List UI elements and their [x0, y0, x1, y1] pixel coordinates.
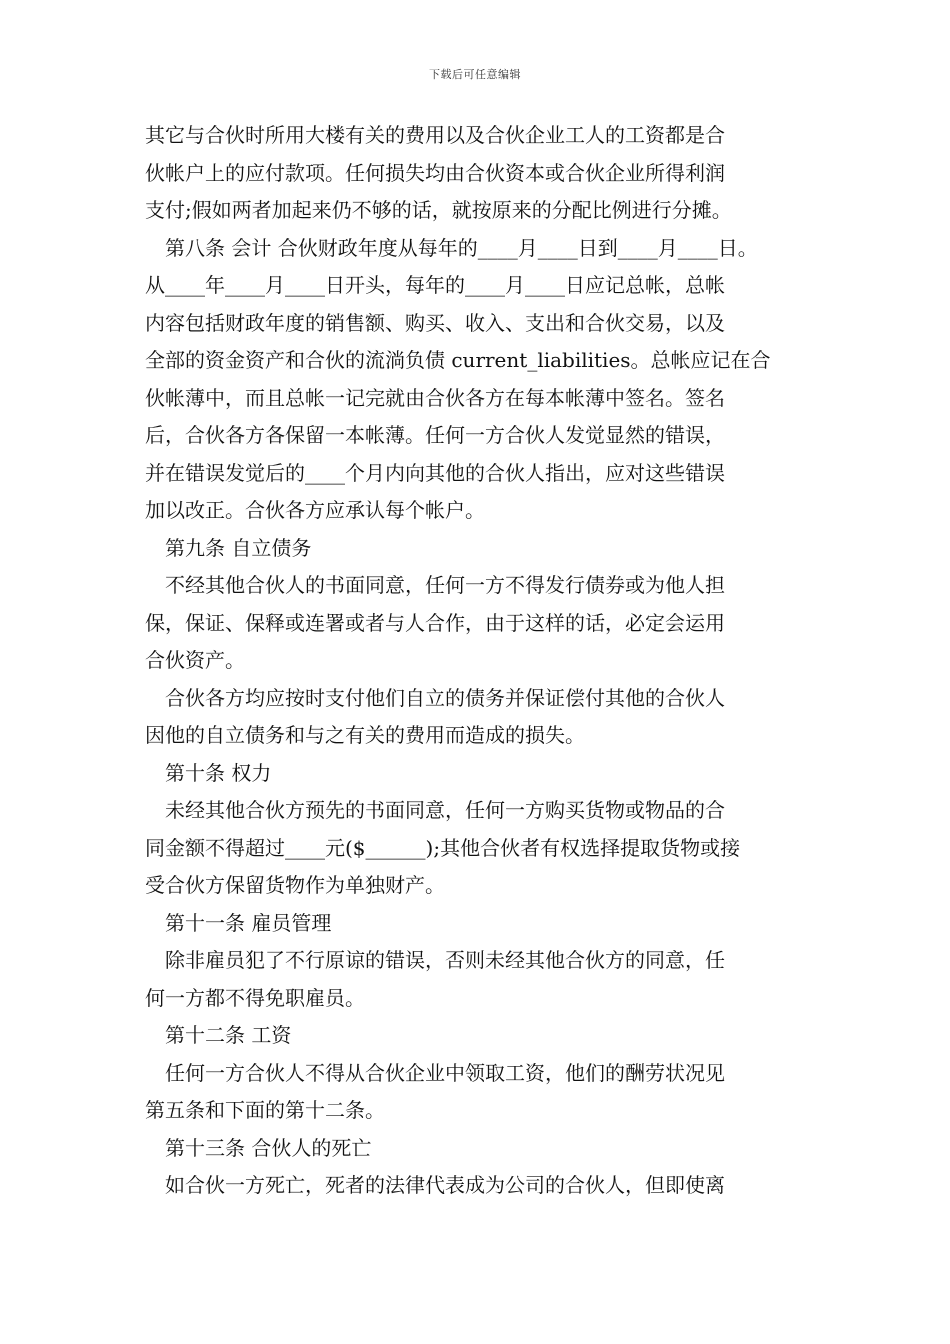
text-line: 第九条 自立债务: [165, 535, 312, 560]
text-line: 如合伙一方死亡，死者的法律代表成为公司的合伙人，但即使离: [165, 1173, 725, 1197]
text-line: 支付;假如两者加起来仍不够的话，就按原来的分配比例进行分摊。: [145, 198, 732, 222]
text-line: 伙帐户上的应付款项。任何损失均由合伙资本或合伙企业所得利润: [145, 160, 725, 185]
text-line: 因他的自立债务和与之有关的费用而造成的损失。: [145, 723, 585, 747]
text-line: 后，合伙各方各保留一本帐薄。任何一方合伙人发觉显然的错误，: [145, 423, 725, 447]
text-line: 第八条 会计 合伙财政年度从每年的____月____日到____月____日。: [165, 235, 758, 260]
text-line: 伙帐薄中，而且总帐一记完就由合伙各方在每本帐薄中签名。签名: [145, 385, 725, 410]
text-line: 未经其他合伙方预先的书面同意，任何一方购买货物或物品的合: [165, 798, 725, 822]
text-line: 从____年____月____日开头，每年的____月____日应记总帐，总帐: [145, 273, 725, 297]
text-line: 其它与合伙时所用大楼有关的费用以及合伙企业工人的工资都是合: [145, 123, 725, 147]
text-line: 第十一条 雇员管理: [165, 910, 332, 935]
text-line: 第十二条 工资: [165, 1023, 292, 1047]
text-line: 合伙各方均应按时支付他们自立的债务并保证偿付其他的合伙人: [165, 685, 725, 710]
document-body: [145, 117, 810, 1205]
text-line: 第五条和下面的第十二条。: [145, 1098, 385, 1122]
text-line: 加以改正。合伙各方应承认每个帐户。: [145, 498, 485, 522]
text-line: 并在错误发觉后的____个月内向其他的合伙人指出，应对这些错误: [145, 460, 725, 485]
text-line: 内容包括财政年度的销售额、购买、收入、支出和合伙交易，以及: [145, 310, 725, 335]
text-line: 除非雇员犯了不行原谅的错误，否则未经其他合伙方的同意，任: [165, 948, 725, 972]
text-line: 第十三条 合伙人的死亡: [165, 1135, 372, 1160]
text-line: 保，保证、保释或连署或者与人合作，由于这样的话，必定会运用: [145, 610, 725, 635]
page-header: 下载后可任意编辑: [429, 68, 521, 81]
text-line: 何一方都不得免职雇员。: [145, 985, 365, 1010]
text-line: 不经其他合伙人的书面同意，任何一方不得发行债券或为他人担: [165, 573, 725, 597]
text-line: 受合伙方保留货物作为单独财产。: [145, 873, 445, 897]
text-line: 第十条 权力: [165, 760, 272, 785]
text-line: 全部的资金资产和合伙的流淌负债 current_liabilities。总帐应记在合: [145, 348, 771, 372]
text-line: 任何一方合伙人不得从合伙企业中领取工资，他们的酬劳状况见: [165, 1060, 725, 1085]
text-line: 同金额不得超过____元($______);其他合伙者有权选择提取货物或接: [145, 835, 741, 860]
text-line: 合伙资产。: [145, 648, 245, 672]
